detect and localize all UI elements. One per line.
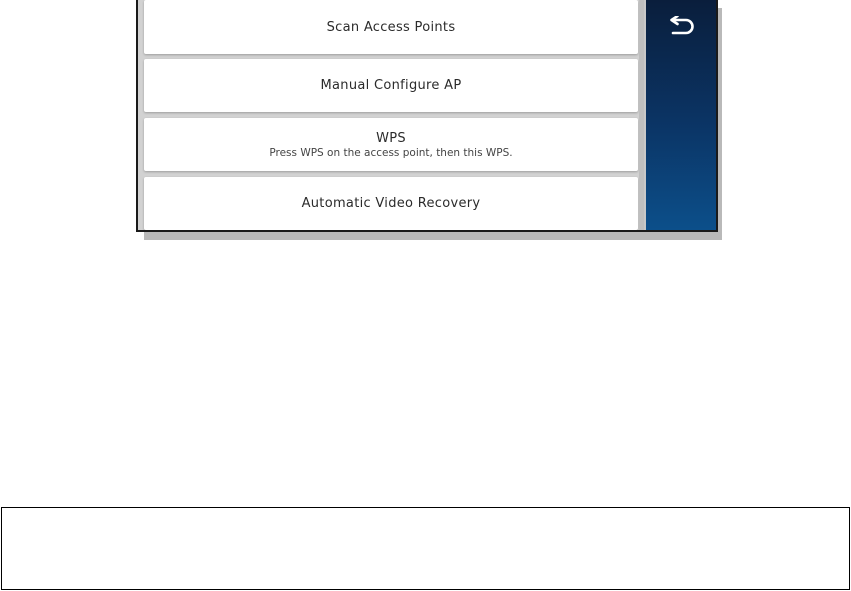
menu-list [138, 0, 644, 230]
menu-item-sublabel: Press WPS on the access point, then this WPS. [269, 146, 513, 159]
scan-access-points-button[interactable] [144, 0, 638, 54]
automatic-video-recovery-button[interactable] [144, 177, 638, 230]
caption-box [1, 507, 850, 590]
menu-item-label: Automatic Video Recovery [301, 196, 481, 211]
menu-item-label: Scan Access Points [326, 19, 456, 35]
manual-configure-ap-button[interactable] [144, 59, 638, 112]
wps-button[interactable] [144, 118, 638, 171]
menu-item-label: Manual Configure AP [320, 78, 462, 93]
back-arrow-icon [667, 16, 695, 40]
menu-scrollbar[interactable] [639, 0, 644, 230]
menu-item-label: WPS [376, 130, 406, 146]
side-panel [646, 0, 716, 230]
device-screen [136, 0, 718, 232]
back-button[interactable] [665, 14, 697, 42]
